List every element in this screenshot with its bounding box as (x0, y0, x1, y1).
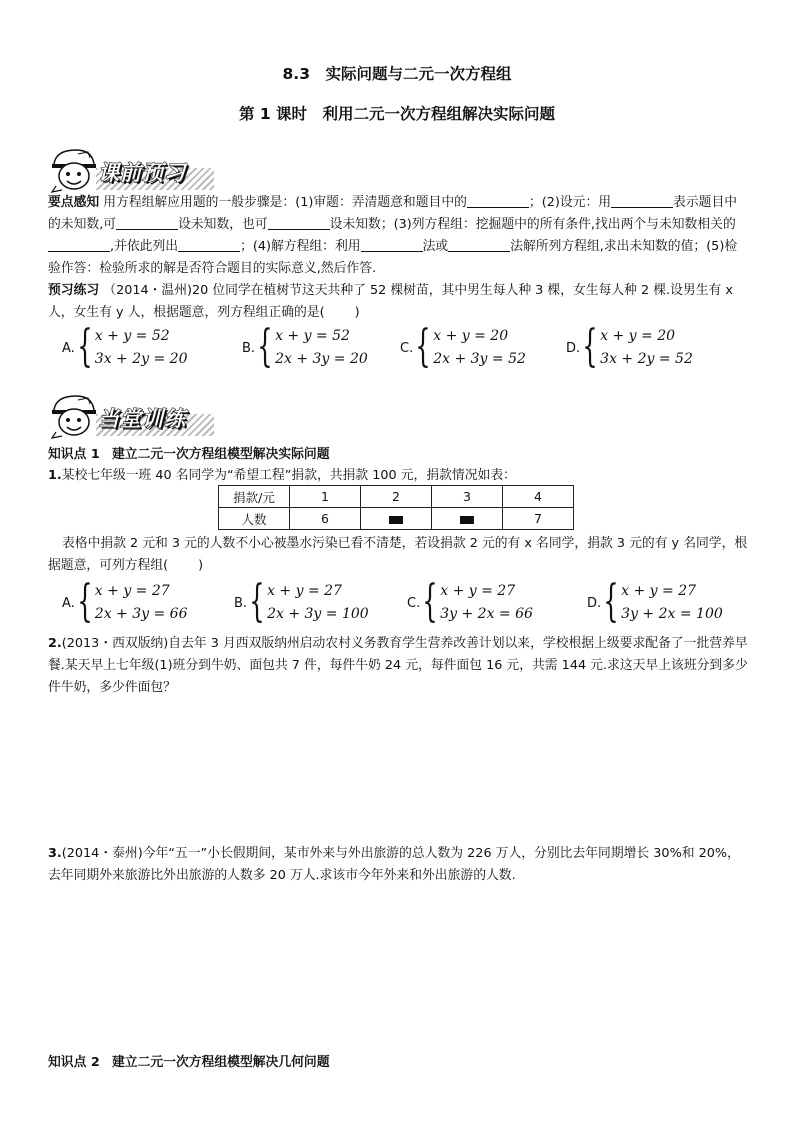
table-cell: 1 (290, 486, 361, 508)
classroom-banner-text: 当堂训练 (98, 407, 186, 431)
knowledge-point-1-heading (48, 444, 748, 466)
preview-option-a[interactable]: A. { x + y = 52 3x + 2y = 20 (62, 321, 188, 372)
knowledge-point-title: 建立二元一次方程组模型解决几何问题 (111, 1055, 330, 1070)
equation: x + y = 27 (621, 583, 697, 599)
option-label: D. (587, 595, 602, 611)
ink-blot-icon (389, 516, 403, 524)
key-points-text-4: 设未知数，也可 (178, 217, 268, 232)
equation: 3y + 2x = 100 (621, 606, 723, 622)
answer-blank[interactable] (178, 237, 240, 252)
question-text: (2014・泰州)今年“五一”小长假期间，某市外来与外出旅游的总人数为 226 万人，分别比去年同期增长 30%和 20%，去年同期外来旅游比外出旅游的人数多 20 万人.求该市今年外来和外出旅游的人数. (48, 846, 740, 883)
option-label: C. (407, 595, 421, 611)
knowledge-point-label: 知识点 1 (48, 447, 100, 462)
equation: x + y = 27 (440, 583, 516, 599)
key-points-text-6: ,并依此列出 (110, 239, 179, 254)
table-row (219, 508, 574, 530)
key-points-text-8: 法或 (422, 239, 449, 254)
option-label: C. (400, 340, 414, 356)
donation-table (218, 485, 574, 530)
table-cell: 3 (432, 486, 503, 508)
q1-option-a[interactable]: A. { x + y = 27 2x + 3y = 66 (62, 576, 188, 627)
question-1-text-2 (48, 533, 748, 577)
answer-paren-close: ) (198, 558, 204, 573)
equation: 3y + 2x = 66 (440, 606, 533, 622)
table-cell: 捐款/元 (219, 486, 290, 508)
preview-banner (48, 146, 218, 194)
knowledge-point-label: 知识点 2 (48, 1055, 100, 1070)
question-text: 表格中捐款 2 元和 3 元的人数不小心被墨水污染已看不清楚，若设捐款 2 元的有 x 名同学，捐款 3 元的有 y 名同学，根据题意，可列方程组( (48, 536, 748, 573)
preview-option-b[interactable]: B. { x + y = 52 2x + 3y = 20 (242, 321, 368, 372)
answer-blank[interactable] (361, 237, 423, 252)
preview-banner-text: 课前预习 (98, 161, 186, 185)
table-cell: 2 (361, 486, 432, 508)
question-2 (48, 633, 748, 699)
question-text: (2013・西双版纳)自去年 3 月西双版纳州启动农村义务教育学生营养改善计划以来，学校根据上级要求配备了一批营养早餐.某天早上七年级(1)班分到牛奶、面包共 7 件，每件牛奶 24 元，每件面包 16 元，共需 144 元.求这天早上该班分到多少件牛奶，多少件面包？ (48, 636, 748, 695)
preview-option-c[interactable]: C. { x + y = 20 2x + 3y = 52 (400, 321, 526, 372)
equation: 2x + 3y = 52 (433, 351, 526, 367)
answer-blank[interactable] (448, 237, 510, 252)
question-number: 1. (48, 468, 62, 483)
section-title: 8.3 实际问题与二元一次方程组 (282, 65, 512, 83)
option-label: A. (62, 340, 75, 356)
equation: 3x + 2y = 52 (600, 351, 693, 367)
question-1 (48, 465, 748, 487)
q1-option-b[interactable]: B. { x + y = 27 2x + 3y = 100 (234, 576, 369, 627)
table-cell: 7 (503, 508, 574, 530)
knowledge-point-2-heading (48, 1052, 748, 1074)
equation: x + y = 27 (267, 583, 342, 599)
table-cell: 4 (503, 486, 574, 508)
key-points-text-7: ；(4)解方程组：利用 (240, 239, 361, 254)
equation: x + y = 20 (600, 328, 676, 344)
preview-exercise-label: 预习练习 (48, 283, 100, 298)
option-label: B. (242, 340, 256, 356)
table-row (219, 486, 574, 508)
answer-blank[interactable] (467, 193, 529, 208)
key-points-text-1: 用方程组解应用题的一般步骤是：(1)审题：弄清题意和题目中的 (103, 195, 467, 210)
equation: x + y = 20 (433, 328, 509, 344)
cartoon-boy-icon (48, 146, 100, 194)
answer-blank[interactable] (116, 215, 178, 230)
key-points-text-9: 法解所列方程组,求出未知数的值；(5)检验作答：检验所求的解是否符合题目的实际意义,然后作答. (48, 239, 738, 276)
question-number: 3. (48, 846, 62, 861)
equation: x + y = 52 (275, 328, 350, 344)
key-points-text-2: ；(2)设元：用 (528, 195, 612, 210)
ink-blot-icon (460, 516, 474, 524)
key-points-text-3: 表示题目中的未知数,可 (48, 195, 738, 232)
question-text: 某校七年级一班 40 名同学为“希望工程”捐款，共捐款 100 元，捐款情况如表： (61, 468, 516, 483)
preview-exercise (48, 280, 748, 324)
question-3 (48, 843, 748, 887)
knowledge-point-title: 建立二元一次方程组模型解决实际问题 (111, 447, 330, 462)
q1-option-d[interactable]: D. { x + y = 27 3y + 2x = 100 (587, 576, 723, 627)
table-cell-ink-blot (432, 508, 503, 530)
lesson-title: 第 1 课时 利用二元一次方程组解决实际问题 (238, 105, 556, 123)
table-cell-ink-blot (361, 508, 432, 530)
option-label: B. (234, 595, 248, 611)
q1-option-c[interactable]: C. { x + y = 27 3y + 2x = 66 (407, 576, 533, 627)
equation: 2x + 3y = 66 (94, 606, 188, 622)
answer-paren-close: ) (354, 305, 360, 320)
option-label: A. (62, 595, 75, 611)
key-points-label: 要点感知 (48, 195, 100, 210)
equation: x + y = 27 (94, 583, 170, 599)
equation: 3x + 2y = 20 (94, 351, 188, 367)
answer-blank[interactable] (48, 237, 110, 252)
preview-exercise-text: （2014・温州)20 位同学在植树节这天共种了 52 棵树苗，其中男生每人种 3 棵，女生每人种 2 棵.设男生有 x 人，女生有 y 人，根据题意，列方程组正确的是( (48, 283, 733, 320)
table-cell: 人数 (219, 508, 290, 530)
answer-blank[interactable] (611, 193, 673, 208)
option-label: D. (566, 340, 581, 356)
equation: x + y = 52 (94, 328, 170, 344)
equation: 2x + 3y = 100 (267, 606, 369, 622)
table-cell: 6 (290, 508, 361, 530)
key-points-paragraph (48, 192, 748, 280)
preview-option-d[interactable]: D. { x + y = 20 3x + 2y = 52 (566, 321, 693, 372)
key-points-text-5: 设未知数；(3)列方程组：挖掘题中的所有条件,找出两个与未知数相关的 (329, 217, 736, 232)
cartoon-boy-icon (48, 392, 100, 440)
equation: 2x + 3y = 20 (275, 351, 368, 367)
question-number: 2. (48, 636, 62, 651)
answer-blank[interactable] (268, 215, 330, 230)
classroom-banner (48, 392, 218, 440)
